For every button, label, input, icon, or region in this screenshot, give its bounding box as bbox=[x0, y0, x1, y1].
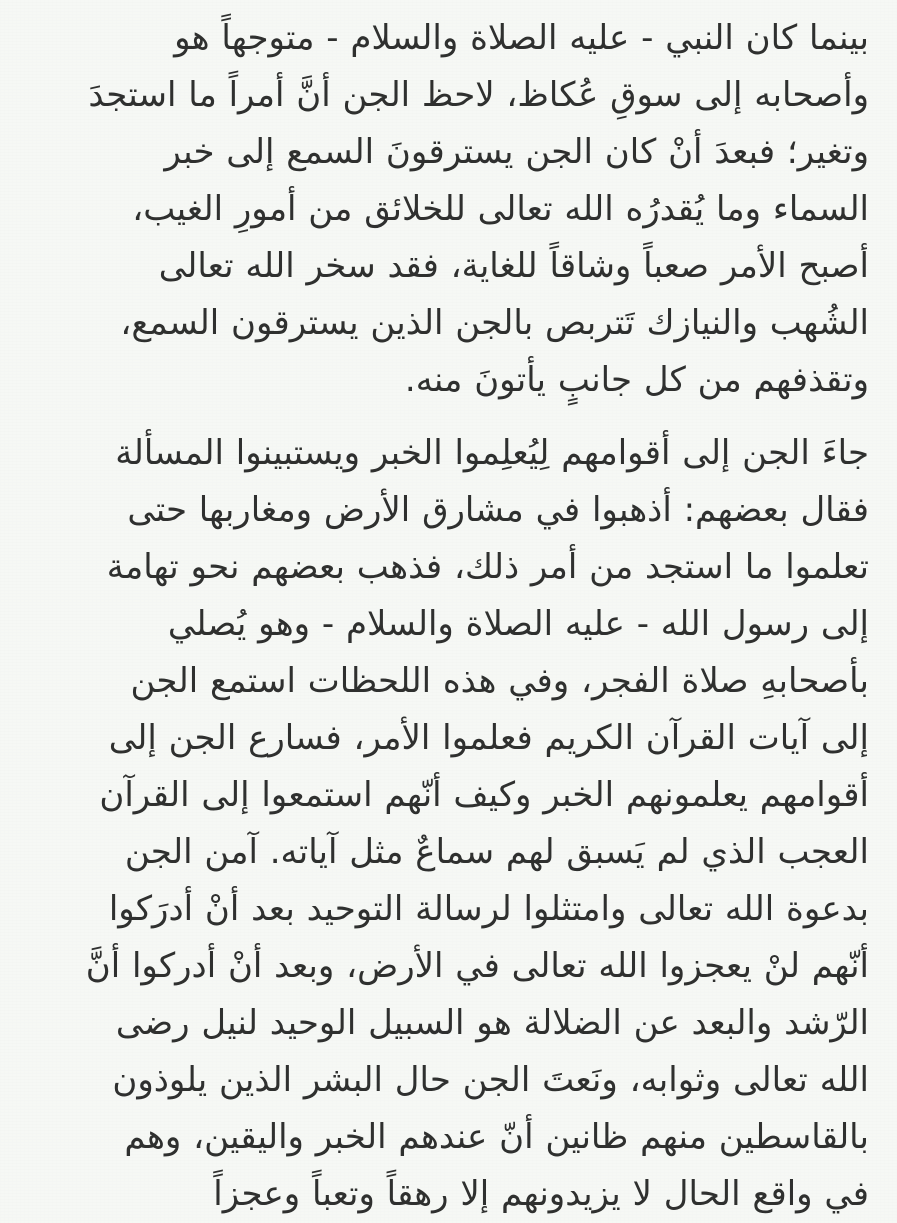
text-line: الشُهب والنيازك تَتربص بالجن الذين يسترقون السمع، bbox=[120, 303, 869, 343]
text-line: السماء وما يُقدرُه الله تعالى للخلائق من أمورِ الغيب، bbox=[132, 189, 869, 229]
text-line: إلى رسول الله - عليه الصلاة والسلام - وهو يُصلي bbox=[167, 604, 869, 644]
text-line: في واقع الحال لا يزيدونهم إلا رهقاً وتعباً وعجزاً bbox=[213, 1174, 869, 1214]
text-line: الرّشد والبعد عن الضلالة هو السبيل الوحيد لنيل رضى bbox=[115, 1003, 869, 1043]
text-line: الله تعالى وثوابه، ونَعتَ الجن حال البشر الذين يلوذون bbox=[112, 1060, 869, 1100]
text-line: وأصحابه إلى سوقِ عُكاظ، لاحظ الجن أنَّ أمراً ما استجدَ bbox=[88, 75, 869, 115]
text-line: العجب الذي لم يَسبق لهم سماعٌ مثل آياته. آمن الجن bbox=[124, 832, 869, 872]
text-line: أقوامهم يعلمونهم الخبر وكيف أنّهم استمعوا إلى القرآن bbox=[99, 775, 869, 815]
text-line: تعلموا ما استجد من أمر ذلك، فذهب بعضهم نحو تهامة bbox=[106, 547, 869, 587]
text-line: وتقذفهم من كل جانبٍ يأتونَ منه. bbox=[404, 360, 869, 400]
paragraph-2 bbox=[27, 425, 869, 1223]
text-line: إلى آيات القرآن الكريم فعلموا الأمر، فسارع الجن إلى bbox=[108, 718, 869, 758]
text-line: بينما كان النبي - عليه الصلاة والسلام - متوجهاً هو bbox=[174, 18, 869, 58]
text-line: بأصحابهِ صلاة الفجر، وفي هذه اللحظات استمع الجن bbox=[130, 661, 869, 701]
text-line: أنّهم لنْ يعجزوا الله تعالى في الأرض، وبعد أنْ أدركوا أنَّ bbox=[85, 946, 869, 986]
text-line: جاءَ الجن إلى أقوامهم لِيُعلِموا الخبر ويستبينوا المسألة bbox=[115, 433, 869, 473]
text-line: أصبح الأمر صعباً وشاقاً للغاية، فقد سخر الله تعالى bbox=[158, 246, 869, 286]
text-line: فقال بعضهم: أذهبوا في مشارق الأرض ومغاربها حتى bbox=[127, 490, 869, 530]
paragraph-1 bbox=[27, 10, 869, 409]
text-line: بدعوة الله تعالى وامتثلوا لرسالة التوحيد بعد أنْ أدرَكوا bbox=[108, 889, 869, 929]
text-line: وتغير؛ فبعدَ أنْ كان الجن يسترقونَ السمع إلى خبر bbox=[164, 132, 869, 172]
text-line: بالقاسطين منهم ظانين أنّ عندهم الخبر واليقين، وهم bbox=[124, 1117, 869, 1157]
